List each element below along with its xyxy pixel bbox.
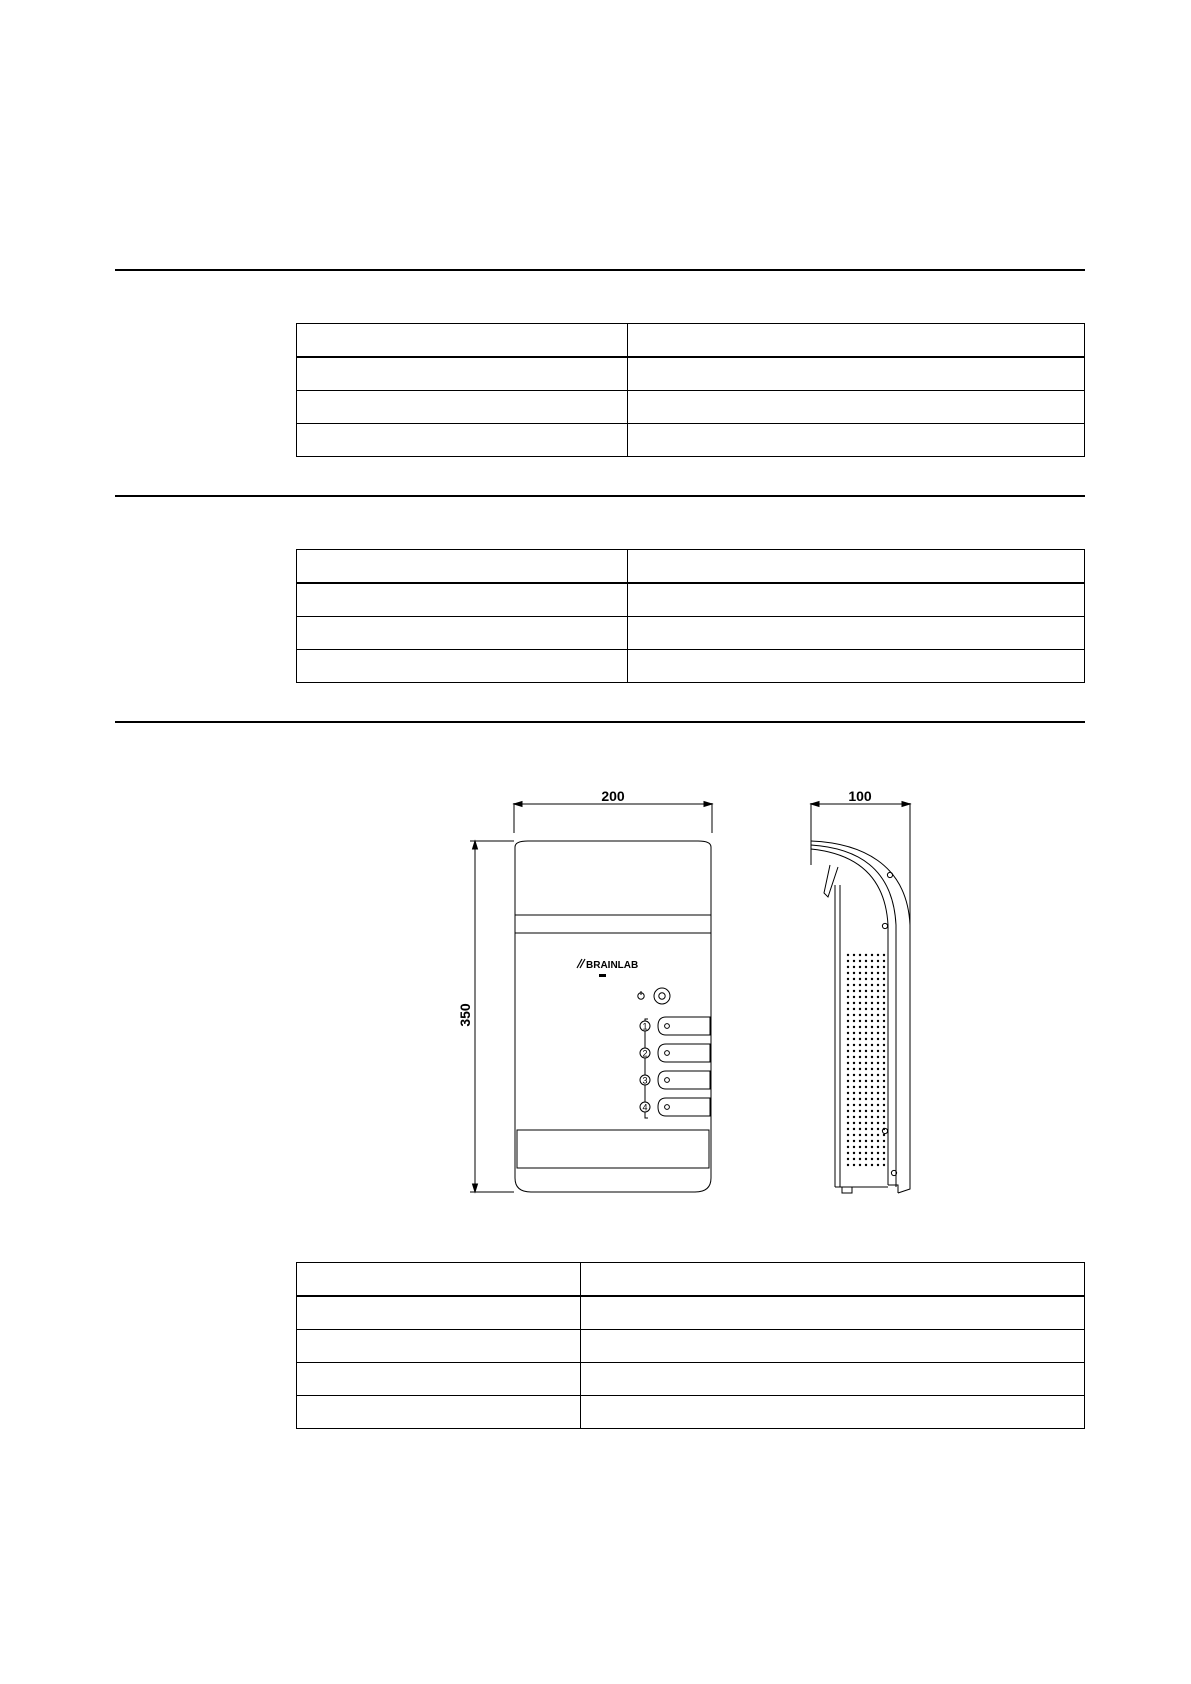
table-cell: [297, 357, 628, 391]
table-cell: [581, 1396, 1085, 1429]
table-cell: [297, 583, 628, 617]
table-cell: [297, 550, 628, 584]
port-number: 4: [642, 1102, 648, 1113]
table-cell: [297, 617, 628, 650]
table-cell: [297, 324, 628, 358]
table-cell: [628, 550, 1085, 584]
svg-text:BRAINLAB: BRAINLAB: [586, 960, 639, 971]
table-cell: [297, 650, 628, 683]
front-view: [457, 788, 712, 1192]
table-cell: [628, 424, 1085, 457]
table-cell: [628, 324, 1085, 358]
port-button: [640, 1044, 710, 1062]
power-icon: [638, 991, 644, 999]
port-button: [640, 1017, 710, 1035]
table-cell: [581, 1363, 1085, 1396]
width-dimension-label: 200: [601, 788, 625, 804]
spec-table-3: [296, 1262, 1085, 1429]
table-row: [297, 617, 1085, 650]
vent-grille: [847, 954, 885, 1166]
table-cell: [297, 391, 628, 424]
table-row: [297, 650, 1085, 683]
table-row: [297, 357, 1085, 391]
table-header-row: [297, 1263, 1085, 1297]
table-header-row: [297, 324, 1085, 358]
table-row: [297, 1330, 1085, 1363]
spec-table-2: [296, 549, 1085, 683]
table-cell: [628, 583, 1085, 617]
table-cell: [581, 1330, 1085, 1363]
table-cell: [297, 1263, 581, 1297]
table-cell: [297, 424, 628, 457]
brainlab-logo: [577, 959, 638, 977]
port-button: [640, 1071, 710, 1089]
section-divider: [115, 721, 1085, 723]
table-cell: [297, 1363, 581, 1396]
section-divider: [115, 269, 1085, 271]
port-button: [640, 1098, 710, 1116]
table-row: [297, 583, 1085, 617]
table-row: [297, 1363, 1085, 1396]
table-cell: [581, 1296, 1085, 1330]
device-dimension-drawing: [440, 775, 940, 1215]
table-cell: [297, 1296, 581, 1330]
table-header-row: [297, 550, 1085, 584]
table-row: [297, 1396, 1085, 1429]
table-cell: [628, 650, 1085, 683]
table-cell: [628, 357, 1085, 391]
table-row: [297, 391, 1085, 424]
table-cell: [297, 1330, 581, 1363]
height-dimension-label: 350: [457, 1003, 473, 1027]
section-divider: [115, 495, 1085, 497]
table-cell: [628, 391, 1085, 424]
table-cell: [581, 1263, 1085, 1297]
spec-table-1: [296, 323, 1085, 457]
power-button: [654, 988, 670, 1004]
port-number: 3: [642, 1075, 648, 1086]
table-cell: [628, 617, 1085, 650]
port-number: 2: [642, 1048, 648, 1059]
depth-dimension-label: 100: [848, 788, 872, 804]
table-row: [297, 424, 1085, 457]
table-cell: [297, 1396, 581, 1429]
port-number: 1: [642, 1021, 648, 1032]
side-view: [811, 788, 910, 1193]
table-row: [297, 1296, 1085, 1330]
